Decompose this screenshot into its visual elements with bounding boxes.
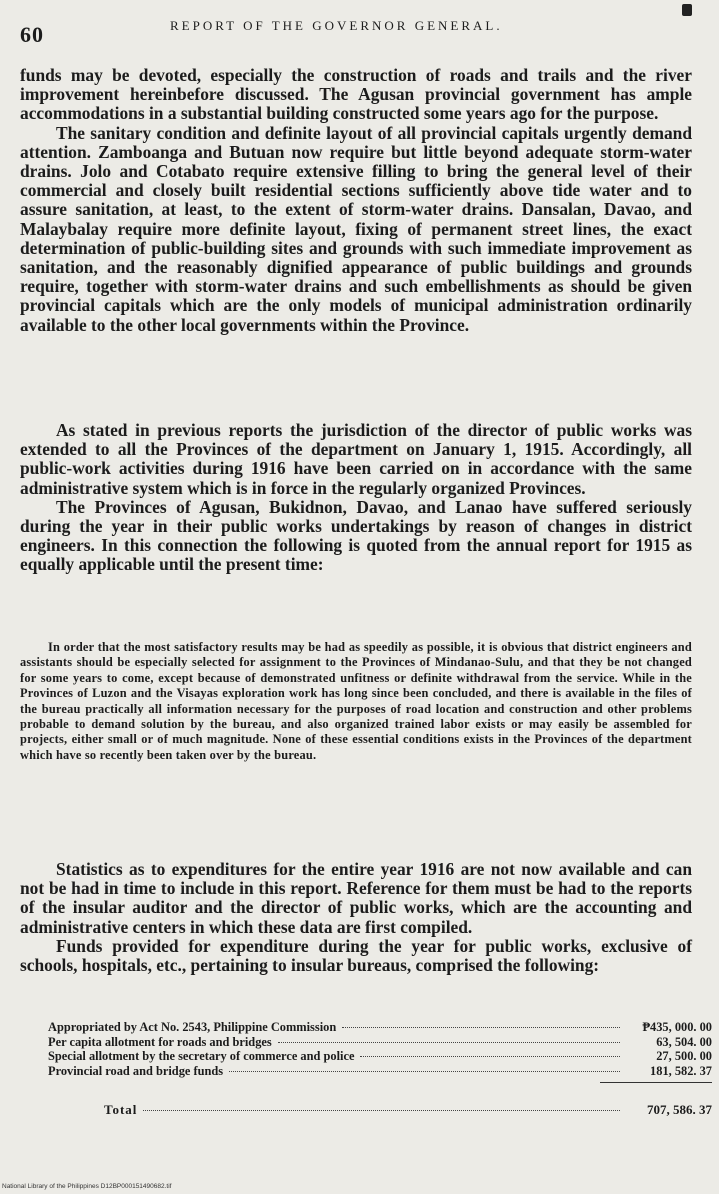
paragraph-4: The Provinces of Agusan, Bukidnon, Davao, and Lanao have suffered seriously during the year in their public works undertakings by reason of changes in district engineers. In this connection the following is quoted from the annual report for 1915 as equally applicable until the present time: bbox=[20, 496, 692, 575]
funds-row bbox=[48, 1035, 712, 1050]
funds-amount: 63, 504. 00 bbox=[656, 1034, 712, 1049]
running-title: REPORT OF THE GOVERNOR GENERAL. bbox=[170, 18, 503, 33]
leader-dots bbox=[143, 1110, 620, 1111]
funds-label: Provincial road and bridge funds bbox=[48, 1063, 224, 1078]
page-number: 60 bbox=[20, 22, 44, 47]
funds-amount: 27, 500. 00 bbox=[656, 1049, 712, 1064]
leader-dots bbox=[360, 1056, 620, 1057]
sum-rule bbox=[600, 1082, 712, 1083]
funds-label: Special allotment by the secretary of commerce and police bbox=[48, 1049, 355, 1064]
funds-label: Appropriated by Act No. 2543, Philippine Commission bbox=[48, 1020, 337, 1034]
paragraph-3: As stated in previous reports the jurisdiction of the director of public works was extended to all the Provinces of the department on January 1, 1915. Accordingly, all public-work activities during 1916 have been carried on in accordance with the same administrative system which is in force in the regularly organized Provinces. bbox=[20, 420, 692, 498]
paragraph-1: funds may be devoted, especially the construction of roads and trails and the river improvement hereinbefore discussed. The Agusan provincial government has ample accommodations in a substantial building constructed some years ago for the purpose. bbox=[20, 65, 692, 124]
scan-footer: National Library of the Philippines D12BP000151490682.tif bbox=[2, 1183, 172, 1190]
funds-row bbox=[48, 1020, 712, 1035]
leader-dots bbox=[342, 1027, 620, 1028]
funds-list bbox=[48, 1020, 712, 1078]
funds-row bbox=[48, 1064, 712, 1079]
quote-text: In order that the most satisfactory results may be had as speedily as possible, it is obvious that district engineers and assistants should be especially selected for assignment to the Provinces of Mindanao-Sulu, and that they be not changed for some years to come, except because of demonstrated unfitness or definite withdrawal from the service. While in the Provinces of Luzon and the Visayas exploration work has long since been concluded, and there is available in the files of the bureau practically all information necessary for the purposes of road location and construction and other problems probable to demand solution by the bureau, and also organized trained labor exists or may easily be assembled for projects, either small or of much magnitude. None of these essential conditions exists in the Provinces of the department which have so recently been taken over by the bureau. bbox=[20, 640, 692, 762]
total-label: Total bbox=[104, 1102, 138, 1117]
section-3 bbox=[20, 860, 692, 975]
funds-amount: ₱435, 000. 00 bbox=[642, 1020, 712, 1034]
paragraph-2: The sanitary condition and definite layout of all provincial capitals urgently demand attention. Zamboanga and Butuan now require but little beyond adequate storm-water drains. Jolo and Cotabato require extensive filling to bring the general level of their commercial and closely built residential sections sufficiently above tide water and to assure sanitation, at least, to the extent of storm-water drains. Dansalan, Davao, and Malaybalay require more definite layout, fixing of permanent street lines, the exact determination of public-building sites and grounds with such immediate improvement as sanitation, and the reasonably dignified appearance of public buildings and grounds require, together with storm-water drains and such embellishments as should be given provincial capitals which are the only models of municipal administration ordinarily available to the other local governments within the Province. bbox=[20, 122, 692, 335]
leader-dots bbox=[229, 1071, 620, 1072]
funds-row bbox=[48, 1049, 712, 1064]
paragraph-6: Funds provided for expenditure during the year for public works, exclusive of schools, hospitals, etc., pertaining to insular bureaus, comprised the following: bbox=[20, 935, 692, 976]
page-header bbox=[20, 14, 700, 54]
total-amount: 707, 586. 37 bbox=[647, 1102, 712, 1117]
section-2 bbox=[20, 421, 692, 575]
block-quote bbox=[20, 640, 692, 763]
funds-amount: 181, 582. 37 bbox=[650, 1063, 712, 1078]
funds-label: Per capita allotment for roads and bridges bbox=[48, 1034, 272, 1049]
leader-dots bbox=[278, 1042, 620, 1043]
paragraph-5: Statistics as to expenditures for the entire year 1916 are not now available and can not be had in time to include in this report. Reference for them must be had to the reports of the insular auditor and the director of public works, which are the accounting and administrative centers in which these data are first compiled. bbox=[20, 859, 692, 937]
total-row bbox=[104, 1102, 712, 1118]
section-1 bbox=[20, 66, 692, 335]
